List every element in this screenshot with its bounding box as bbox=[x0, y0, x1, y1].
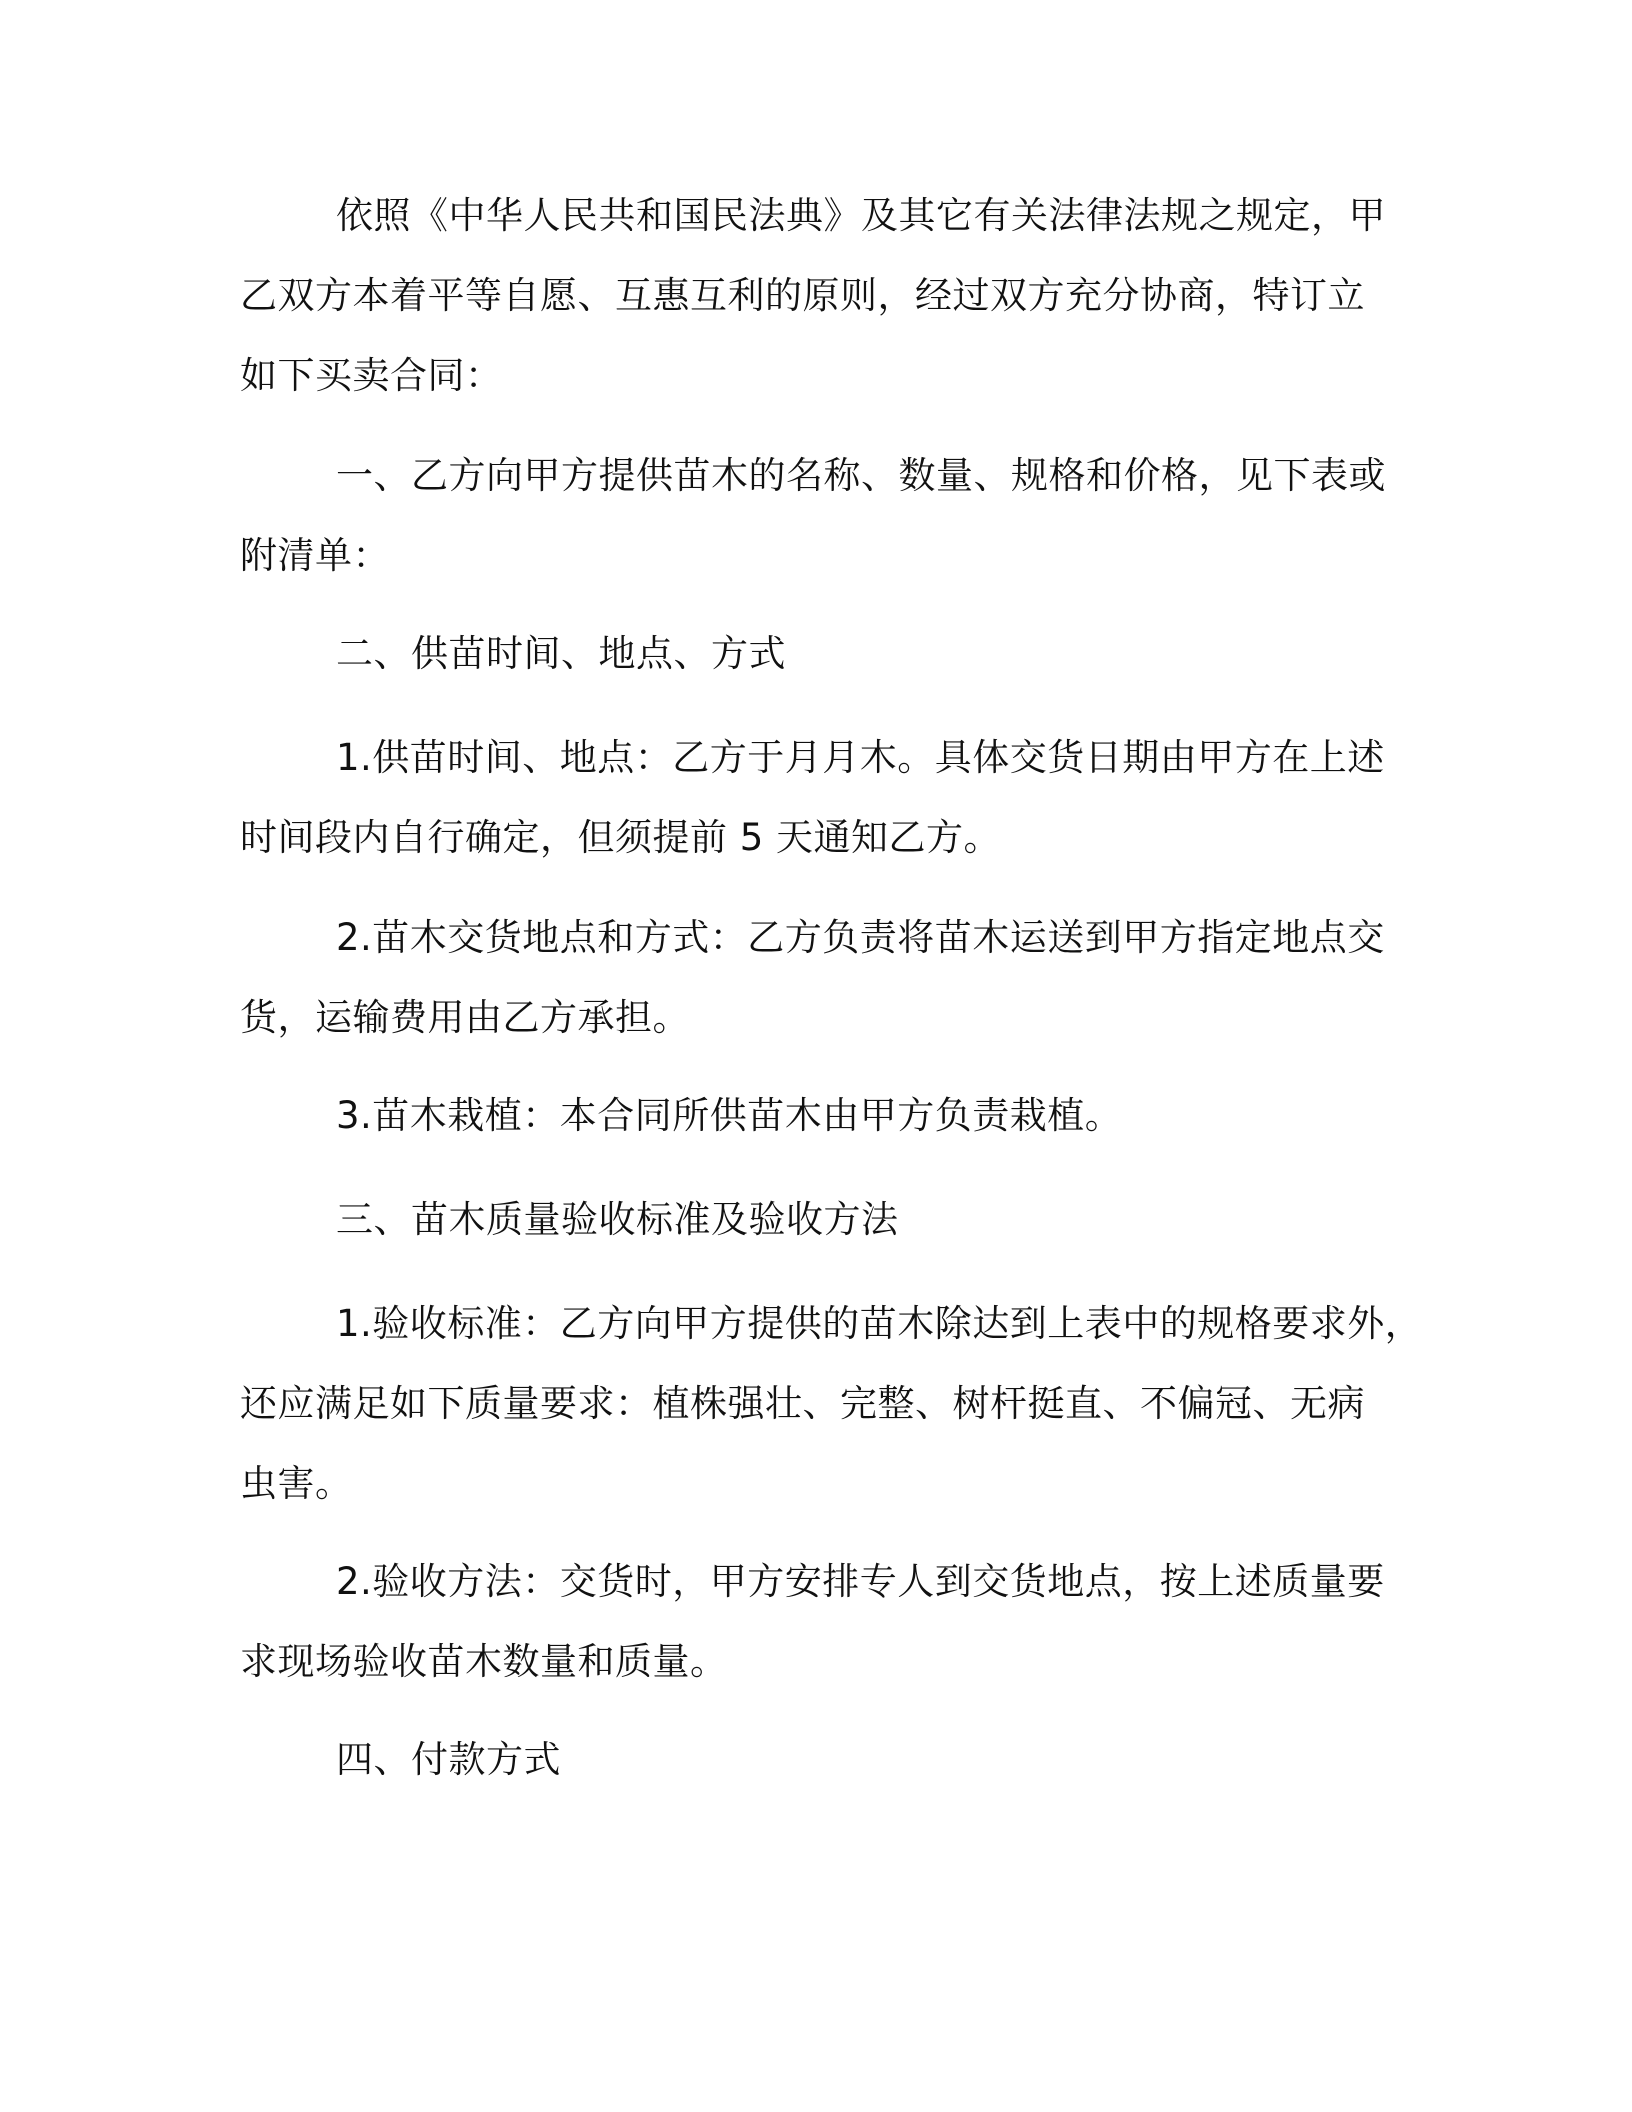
paragraph-line: 乙双方本着平等自愿、互惠互利的原则，经过双方充分协商，特订立 bbox=[240, 274, 1365, 317]
clause-3-1 bbox=[240, 1284, 1423, 1524]
clause-2-2 bbox=[240, 898, 1390, 1058]
section-heading-2 bbox=[240, 614, 1390, 694]
paragraph-line: 1.供苗时间、地点：乙方于月月木。具体交货日期由甲方在上述 bbox=[336, 736, 1385, 779]
section-heading-3 bbox=[240, 1180, 1390, 1260]
paragraph-line: 附清单： bbox=[240, 534, 390, 577]
paragraph-line: 求现场验收苗木数量和质量。 bbox=[240, 1640, 728, 1683]
paragraph-line: 如下买卖合同： bbox=[240, 354, 503, 397]
paragraph-line: 还应满足如下质量要求：植株强壮、完整、树杆挺直、不偏冠、无病 bbox=[240, 1382, 1365, 1425]
paragraph-line: 二、供苗时间、地点、方式 bbox=[336, 632, 786, 675]
section-heading-4 bbox=[240, 1720, 1390, 1800]
paragraph-line: 2.验收方法：交货时，甲方安排专人到交货地点，按上述质量要 bbox=[336, 1560, 1385, 1603]
clause-2-1 bbox=[240, 718, 1390, 878]
paragraph-line: 四、付款方式 bbox=[336, 1738, 561, 1781]
paragraph-line: 虫害。 bbox=[240, 1462, 353, 1505]
section-heading-1 bbox=[240, 436, 1390, 596]
paragraph-line: 货，运输费用由乙方承担。 bbox=[240, 996, 690, 1039]
paragraph-line: 时间段内自行确定，但须提前 5 天通知乙方。 bbox=[240, 816, 1002, 859]
paragraph-line: 3.苗木栽植：本合同所供苗木由甲方负责栽植。 bbox=[336, 1094, 1123, 1137]
clause-3-2 bbox=[240, 1542, 1390, 1702]
paragraph-line: 2.苗木交货地点和方式：乙方负责将苗木运送到甲方指定地点交 bbox=[336, 916, 1385, 959]
paragraph-line: 一、乙方向甲方提供苗木的名称、数量、规格和价格，见下表或 bbox=[336, 454, 1386, 497]
paragraph-intro bbox=[240, 176, 1390, 416]
clause-2-3 bbox=[240, 1076, 1390, 1156]
paragraph-line: 1.验收标准：乙方向甲方提供的苗木除达到上表中的规格要求外， bbox=[336, 1302, 1423, 1345]
paragraph-line: 三、苗木质量验收标准及验收方法 bbox=[336, 1198, 899, 1241]
paragraph-line: 依照《中华人民共和国民法典》及其它有关法律法规之规定，甲 bbox=[336, 194, 1386, 237]
